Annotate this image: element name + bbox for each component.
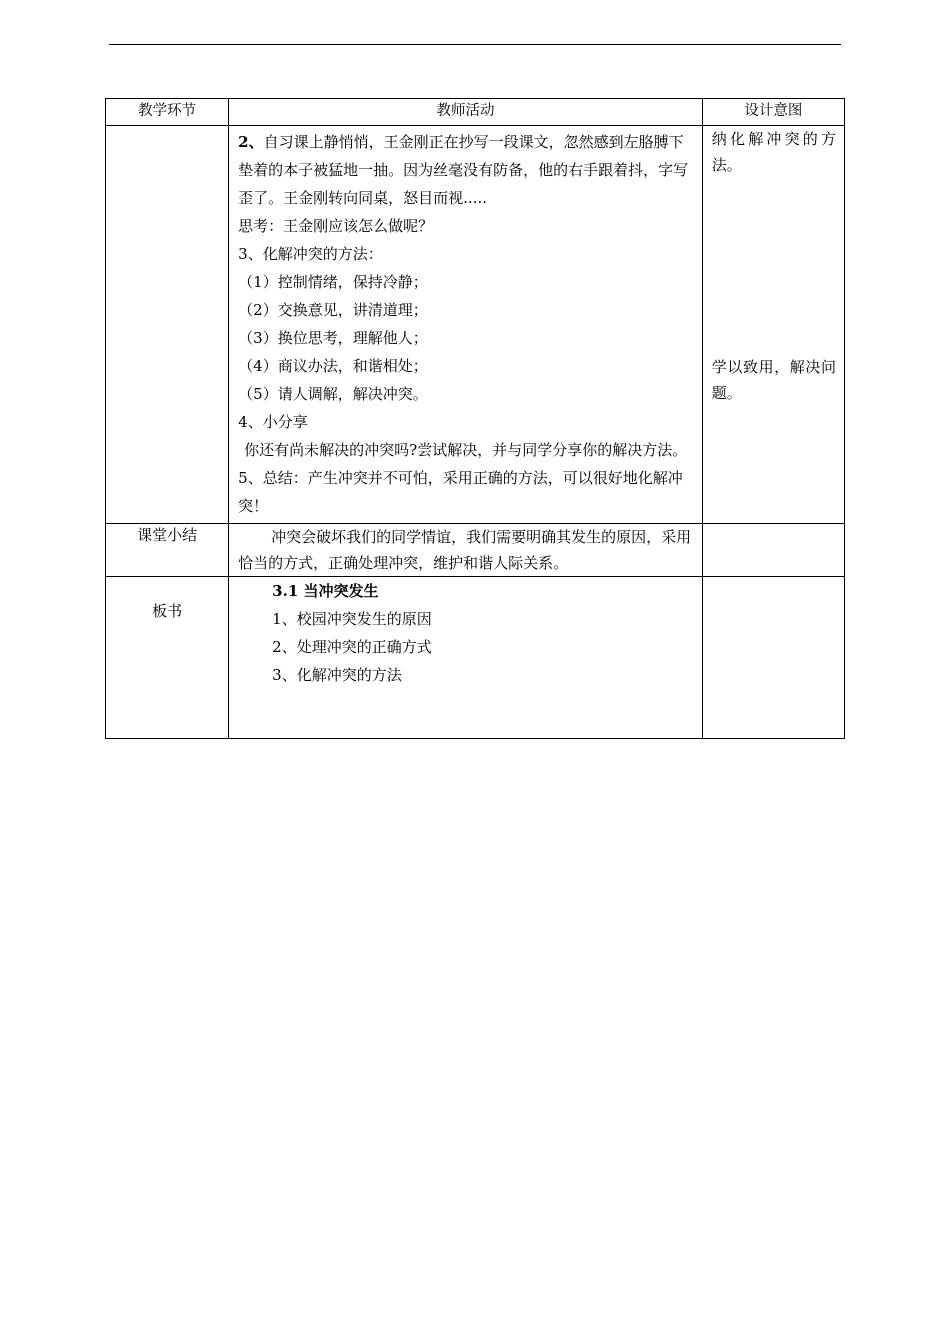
header-activity: 教师活动	[229, 99, 703, 126]
board-stage: 板书	[152, 602, 183, 620]
conclusion: 5、总结：产生冲突并不可怕，采用正确的方法，可以很好地化解冲突！	[238, 469, 683, 515]
activity-row	[106, 126, 845, 524]
question: 思考：王金刚应该怎么做呢？	[238, 217, 434, 235]
summary-text: 冲突会破坏我们的同学情谊，我们需要明确其发生的原因，采用恰当的方式，正确处理冲突，维护和谐人际关系。	[229, 524, 703, 577]
summary-stage: 课堂小结	[106, 524, 229, 577]
board-line-3: 3、化解冲突的方法	[272, 666, 402, 684]
board-cell	[229, 577, 703, 739]
activity-cell	[229, 126, 703, 524]
intent-cell	[702, 126, 844, 524]
board-intent	[702, 577, 844, 739]
item2-number: 2、	[238, 133, 264, 151]
board-line-2: 2、处理冲突的正确方式	[272, 638, 432, 656]
method-4: （4）商议办法，和谐相处；	[238, 357, 428, 375]
header-rule	[109, 44, 841, 45]
share-text: 你还有尚未解决的冲突吗?尝试解决，并与同学分享你的解决方法。	[244, 441, 688, 459]
item2-text: 自习课上静悄悄，王金刚正在抄写一段课文，忽然感到左胳膊下垫着的本子被猛地一抽。因为丝毫没有防备，他的右手跟着抖，字写歪了。王金刚转向同桌，怒目而视.....	[238, 133, 689, 207]
table-header-row	[106, 99, 845, 126]
board-title: 3.1 当冲突发生	[272, 582, 379, 600]
header-stage: 教学环节	[106, 99, 229, 126]
scenario-paragraph	[238, 128, 694, 212]
board-stage-cell	[106, 577, 229, 739]
board-line-1: 1、校园冲突发生的原因	[272, 610, 432, 628]
method-1: （1）控制情绪，保持冷静；	[238, 273, 428, 291]
header-intent: 设计意图	[702, 99, 844, 126]
intent-spacer	[712, 178, 836, 354]
method-5: （5）请人调解，解决冲突。	[238, 385, 428, 403]
activity-stage-cell	[106, 126, 229, 524]
method-2: （2）交换意见，讲清道理；	[238, 301, 428, 319]
intent-first: 纳化解冲突的方法。	[711, 130, 836, 174]
summary-row	[106, 524, 845, 577]
share-heading: 4、小分享	[238, 413, 308, 431]
lesson-plan-table	[105, 98, 845, 739]
methods-heading: 3、化解冲突的方法：	[238, 245, 383, 263]
board-row	[106, 577, 845, 739]
intent-second: 学以致用，解决问题。	[711, 358, 836, 402]
method-3: （3）换位思考，理解他人；	[238, 329, 428, 347]
summary-intent	[702, 524, 844, 577]
